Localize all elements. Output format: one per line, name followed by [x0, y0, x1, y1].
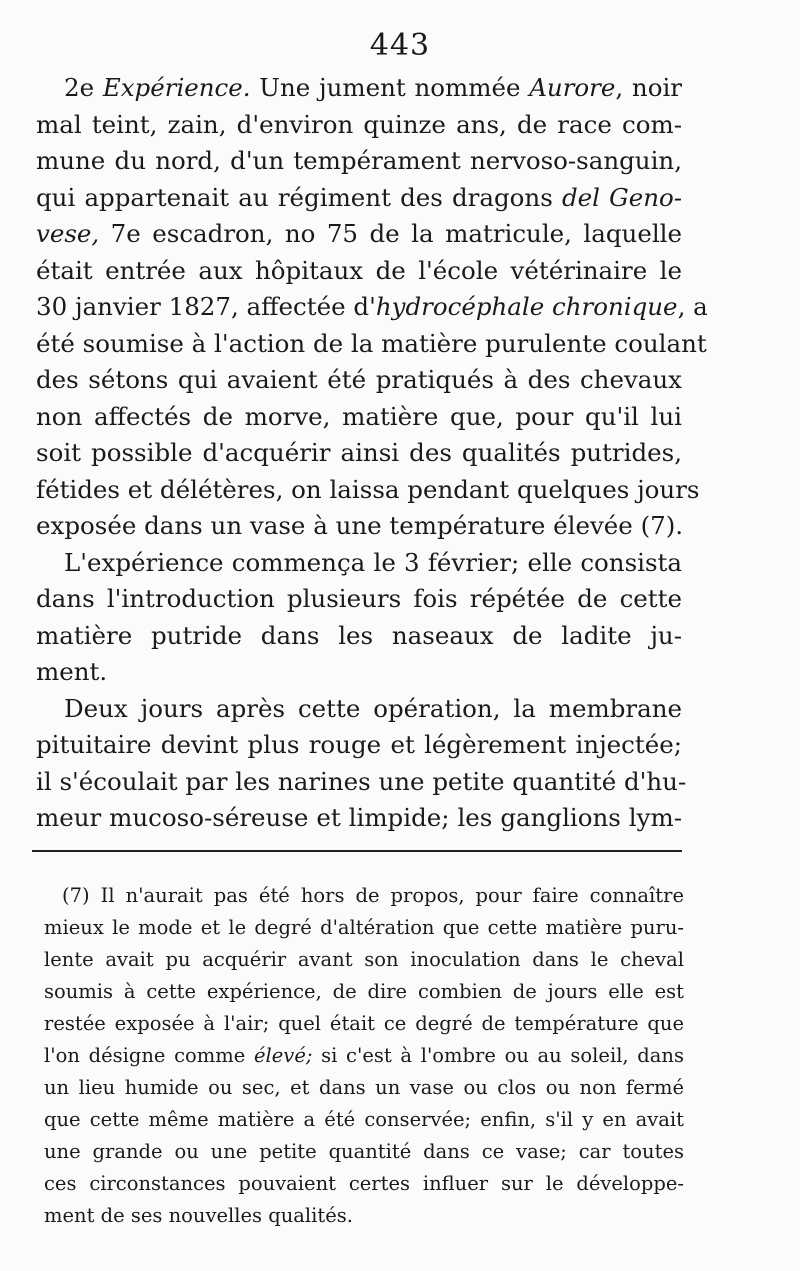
text-line: non affectés de morve, matière que, pour qu'il lui	[36, 401, 682, 431]
horse-name: Aurore	[529, 73, 616, 102]
footnote-line: ces circonstances pouvaient certes influer sur le développe-	[44, 1172, 684, 1195]
footnote-line: restée exposée à l'air; quel était ce degré de température que	[44, 1012, 684, 1035]
text-line: 2e Expérience. Une jument nommée Aurore, noir	[64, 73, 682, 102]
text-line: était entrée aux hôpitaux de l'école vétérinaire le	[36, 255, 682, 285]
footnote-line: lente avait pu acquérir avant son inoculation dans le cheval	[44, 948, 684, 971]
footnote-line: soumis à cette expérience, de dire combien de jours elle est	[44, 980, 684, 1003]
text-line: qui appartenait au régiment des dragons del Geno-	[36, 182, 683, 212]
text-line: dans l'introduction plusieurs fois répétée de cette	[36, 584, 682, 613]
footnote-line: mieux le mode et le degré d'altération que cette matière puru-	[44, 916, 684, 939]
text-line: pituitaire devint plus rouge et légèrement injectée;	[36, 730, 682, 759]
text-line: soit possible d'acquérir ainsi des qualités putrides,	[36, 438, 682, 467]
text-line: meur mucoso-séreuse et limpide; les ganglions lym-	[36, 803, 682, 832]
section-heading: Expérience.	[102, 73, 251, 102]
text-line: Deux jours après cette opération, la membrane	[64, 693, 682, 723]
text-line: exposée dans un vase à une température élevée (7).	[36, 511, 684, 540]
experiment-number: 2e	[64, 73, 95, 102]
footnote-line: ment de ses nouvelles qualités.	[44, 1204, 353, 1227]
footnote-line: l'on désigne comme élevé; si c'est à l'ombre ou au soleil, dans	[44, 1044, 684, 1067]
footnote-divider	[32, 850, 682, 852]
footnote-line: (7) Il n'aurait pas été hors de propos, pour faire connaître	[62, 884, 684, 907]
footnote	[44, 880, 684, 1232]
footnote-line: que cette même matière a été conservée; enfin, s'il y en avait	[44, 1108, 684, 1131]
page-number: 443	[369, 28, 431, 63]
main-text	[36, 70, 708, 837]
text-line: mal teint, zain, d'environ quinze ans, de race com-	[36, 109, 682, 139]
text-line: mune du nord, d'un tempérament nervoso-sanguin,	[36, 146, 682, 175]
footnote-line: une grande ou une petite quantité dans ce vase; car toutes	[44, 1140, 684, 1163]
text-line: des sétons qui avaient été pratiqués à des chevaux	[36, 365, 682, 394]
text-line: ment.	[36, 657, 108, 686]
text-line: 30 janvier 1827, affectée d'hydrocéphale chronique, a	[36, 292, 708, 321]
text-line: été soumise à l'action de la matière purulente coulant	[36, 328, 707, 358]
text-line: L'expérience commença le 3 février; elle consista	[64, 547, 682, 577]
text-line: matière putride dans les naseaux de ladite ju-	[36, 620, 682, 650]
text-line: fétides et délétères, on laissa pendant quelques jours	[36, 474, 700, 504]
text-line: il s'écoulait par les narines une petite quantité d'hu-	[36, 766, 687, 796]
text-line: vese, 7e escadron, no 75 de la matricule, laquelle	[36, 219, 682, 248]
footnote-line: un lieu humide ou sec, et dans un vase ou clos ou non fermé	[44, 1076, 684, 1099]
